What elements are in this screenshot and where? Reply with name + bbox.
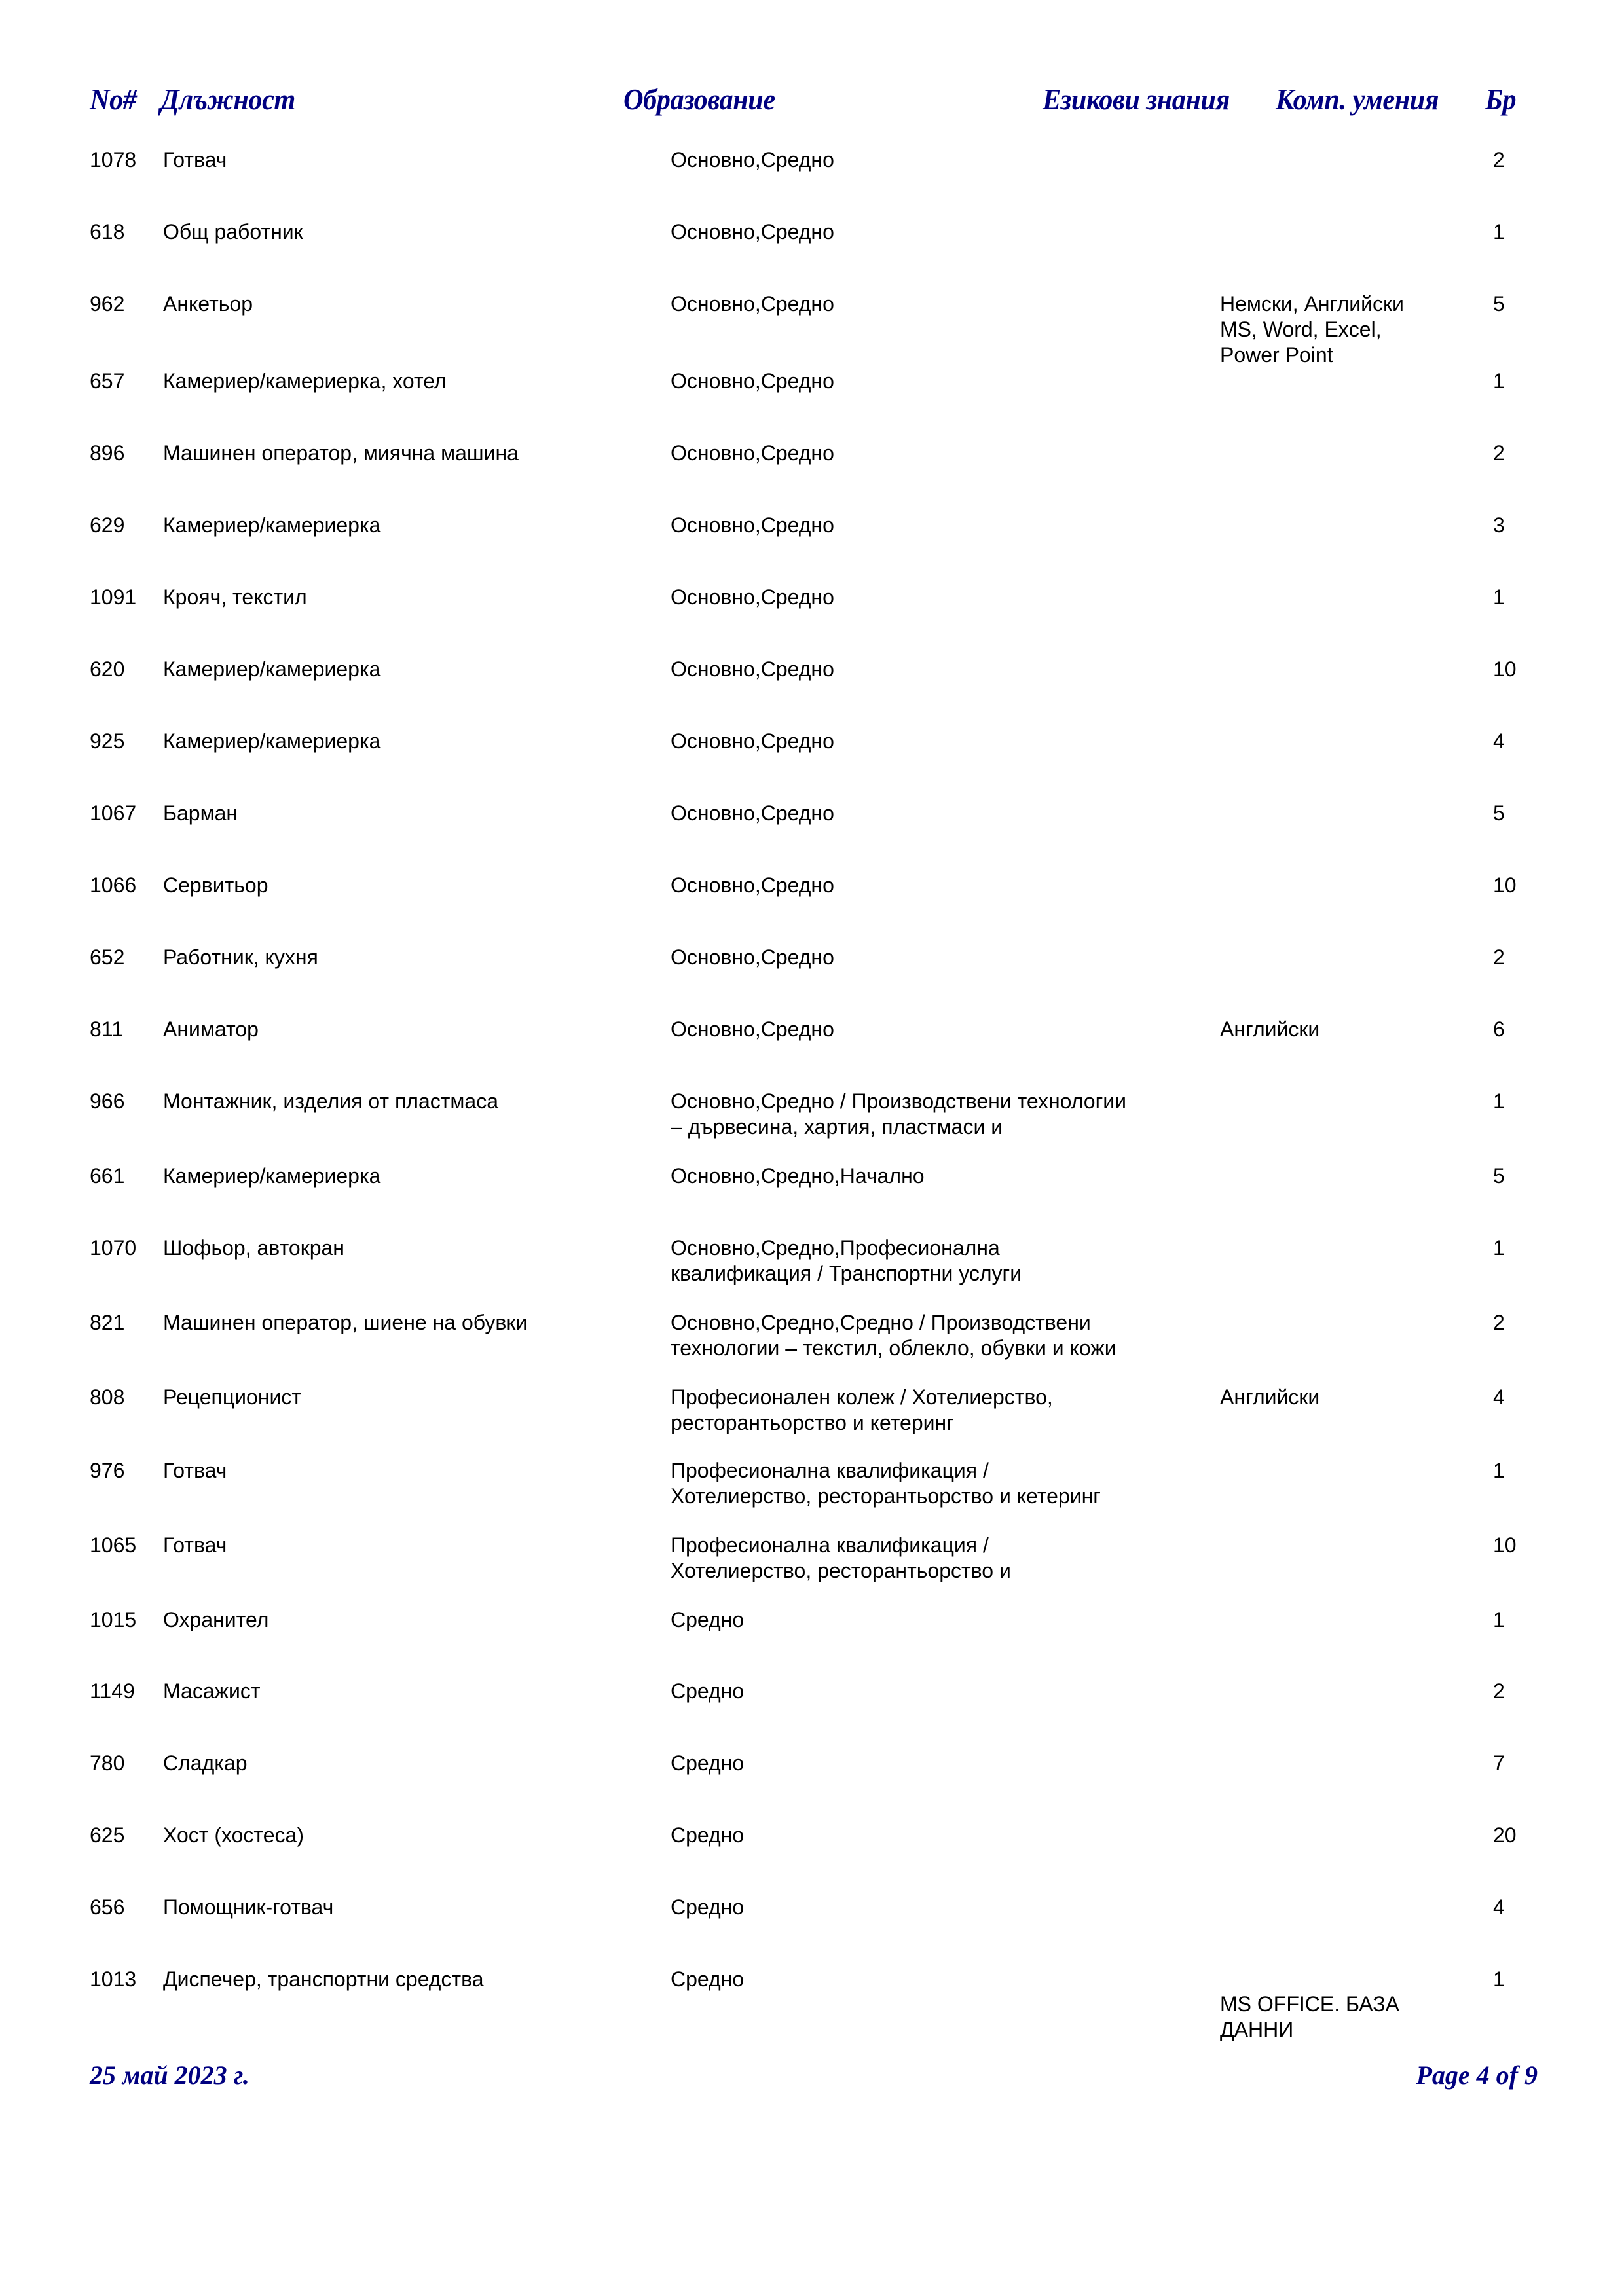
job-title: Барман	[163, 801, 238, 825]
education-requirement: Основно,Средно	[671, 220, 834, 244]
job-number: 821	[90, 1311, 125, 1334]
job-title: Анкетьор	[163, 292, 253, 316]
education-requirement: Основно,Средно	[671, 873, 834, 897]
vacancy-count: 2	[1493, 441, 1505, 465]
job-number: 620	[90, 657, 125, 681]
job-title: Камериер/камериерка	[163, 729, 381, 753]
vacancy-count: 1	[1493, 1459, 1505, 1482]
vacancy-count: 1	[1493, 1967, 1505, 1991]
job-title: Общ работник	[163, 220, 303, 244]
column-header-computer-skills: Комп. умения	[1276, 82, 1439, 116]
job-number: 625	[90, 1823, 125, 1847]
vacancy-count: 1	[1493, 1608, 1505, 1631]
education-requirement: Основно,Средно	[671, 585, 834, 609]
vacancy-count: 1	[1493, 1089, 1505, 1113]
job-title: Крояч, текстил	[163, 585, 307, 609]
job-title: Аниматор	[163, 1017, 259, 1041]
job-number: 976	[90, 1459, 125, 1482]
vacancy-count: 4	[1493, 729, 1505, 753]
job-title: Камериер/камериерка	[163, 1164, 381, 1188]
education-requirement: Средно	[671, 1967, 745, 1991]
vacancy-count: 20	[1493, 1823, 1517, 1847]
job-number: 780	[90, 1751, 125, 1775]
footer-date: 25 май 2023 г.	[90, 2060, 249, 2090]
column-header-education: Образование	[623, 82, 775, 116]
job-title: Рецепционист	[163, 1385, 302, 1409]
column-header-languages: Езикови знания	[1043, 82, 1230, 116]
education-requirement: Основно,Средно	[671, 513, 834, 537]
education-requirement: Основно,Средно	[671, 657, 834, 681]
vacancy-count: 1	[1493, 1236, 1505, 1260]
job-number: 1070	[90, 1236, 137, 1260]
job-title: Монтажник, изделия от пластмаса	[163, 1089, 499, 1113]
job-number: 1015	[90, 1608, 137, 1631]
job-title: Сервитьор	[163, 873, 268, 897]
vacancy-count: 2	[1493, 945, 1505, 969]
education-requirement: Средно	[671, 1679, 745, 1703]
job-title: Камериер/камериерка	[163, 513, 381, 537]
job-title: Готвач	[163, 148, 227, 172]
vacancy-count: 10	[1493, 657, 1517, 681]
trailing-computer-skills-note: MS OFFICE. БАЗА ДАННИ	[1220, 1992, 1399, 2041]
education-requirement: Основно,Средно,Начално	[671, 1164, 925, 1188]
column-header-count: Бр	[1485, 82, 1517, 116]
job-number: 1149	[90, 1679, 135, 1703]
job-title: Готвач	[163, 1533, 227, 1557]
job-title: Помощник-готвач	[163, 1895, 334, 1919]
job-number: 661	[90, 1164, 125, 1188]
vacancy-count: 5	[1493, 292, 1505, 316]
job-title: Камериер/камериерка, хотел	[163, 369, 447, 393]
job-number: 657	[90, 369, 125, 393]
education-requirement: Основно,Средно,Средно / Производствени технологии – текстил, облекло, обувки и кожи	[671, 1311, 1116, 1360]
job-title: Готвач	[163, 1459, 227, 1482]
vacancy-count: 2	[1493, 1679, 1505, 1703]
education-requirement: Основно,Средно	[671, 292, 834, 316]
education-requirement: Основно,Средно / Производствени технологии – дървесина, хартия, пластмаси и	[671, 1089, 1127, 1139]
job-number: 962	[90, 292, 125, 316]
vacancy-count: 4	[1493, 1385, 1505, 1409]
job-title: Шофьор, автокран	[163, 1236, 344, 1260]
job-number: 1065	[90, 1533, 137, 1557]
job-number: 656	[90, 1895, 125, 1919]
job-number: 1066	[90, 873, 137, 897]
job-number: 1013	[90, 1967, 137, 1991]
vacancy-count: 1	[1493, 585, 1505, 609]
column-header-position: Длъжност	[160, 82, 295, 116]
vacancy-count: 6	[1493, 1017, 1505, 1041]
education-requirement: Средно	[671, 1751, 745, 1775]
job-number: 1091	[90, 585, 137, 609]
education-requirement: Средно	[671, 1895, 745, 1919]
job-title: Масажист	[163, 1679, 261, 1703]
job-title: Машинен оператор, миячна машина	[163, 441, 519, 465]
vacancy-count: 3	[1493, 513, 1505, 537]
education-requirement: Професионален колеж / Хотелиерство, ресторантьорство и кетеринг	[671, 1385, 1053, 1434]
job-title: Камериер/камериерка	[163, 657, 381, 681]
job-number: 966	[90, 1089, 125, 1113]
job-title: Работник, кухня	[163, 945, 318, 969]
education-requirement: Основно,Средно	[671, 729, 834, 753]
education-requirement: Основно,Средно	[671, 801, 834, 825]
footer-page-number: Page 4 of 9	[1416, 2060, 1538, 2090]
job-number: 1078	[90, 148, 137, 172]
job-number: 652	[90, 945, 125, 969]
education-requirement: Основно,Средно	[671, 441, 834, 465]
vacancy-count: 10	[1493, 1533, 1517, 1557]
job-number: 925	[90, 729, 125, 753]
education-requirement: Основно,Средно	[671, 1017, 834, 1041]
language-skills: Немски, Английски MS, Word, Excel, Power Point	[1220, 292, 1404, 367]
education-requirement: Средно	[671, 1608, 745, 1631]
job-title: Сладкар	[163, 1751, 248, 1775]
job-number: 618	[90, 220, 125, 244]
language-skills: Английски	[1220, 1385, 1320, 1409]
vacancy-count: 2	[1493, 148, 1505, 172]
job-title: Охранител	[163, 1608, 269, 1631]
education-requirement: Основно,Средно	[671, 148, 834, 172]
column-header-no: No#	[90, 82, 137, 116]
education-requirement: Основно,Средно	[671, 369, 834, 393]
job-number: 811	[90, 1017, 124, 1041]
job-title: Машинен оператор, шиене на обувки	[163, 1311, 528, 1334]
vacancy-count: 4	[1493, 1895, 1505, 1919]
education-requirement: Основно,Средно,Професионална квалификация / Транспортни услуги	[671, 1236, 1022, 1285]
vacancy-count: 7	[1493, 1751, 1505, 1775]
job-title: Хост (хостеса)	[163, 1823, 304, 1847]
education-requirement: Професионална квалификация / Хотелиерство, ресторантьорство и	[671, 1533, 1011, 1582]
job-number: 896	[90, 441, 125, 465]
vacancy-count: 1	[1493, 369, 1505, 393]
vacancy-count: 2	[1493, 1311, 1505, 1334]
job-number: 629	[90, 513, 125, 537]
job-number: 808	[90, 1385, 125, 1409]
language-skills: Английски	[1220, 1017, 1320, 1041]
education-requirement: Основно,Средно	[671, 945, 834, 969]
job-title: Диспечер, транспортни средства	[163, 1967, 484, 1991]
vacancy-count: 5	[1493, 801, 1505, 825]
education-requirement: Средно	[671, 1823, 745, 1847]
vacancy-count: 1	[1493, 220, 1505, 244]
education-requirement: Професионална квалификация / Хотелиерство, ресторантьорство и кетеринг	[671, 1459, 1101, 1508]
vacancy-count: 5	[1493, 1164, 1505, 1188]
vacancy-count: 10	[1493, 873, 1517, 897]
job-number: 1067	[90, 801, 137, 825]
